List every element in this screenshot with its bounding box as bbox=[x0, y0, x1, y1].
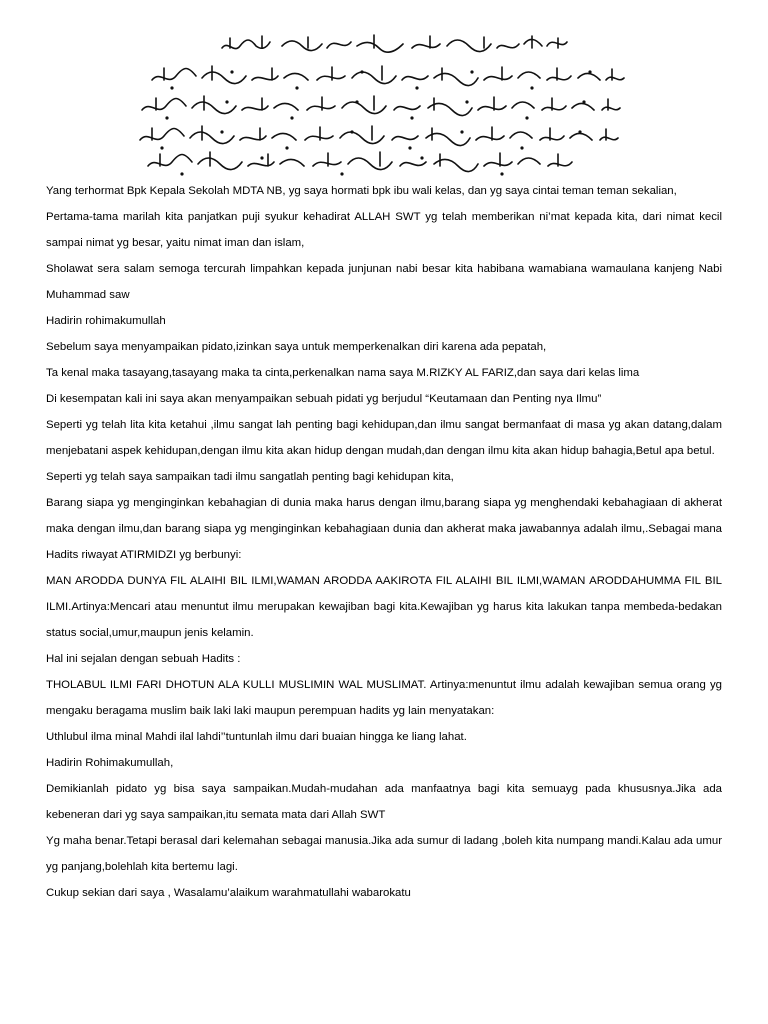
paragraph-closing: Demikianlah pidato yg bisa saya sampaikan.Mudah-mudahan ada manfaatnya bagi kita semuayg pada khususnya.Jika ada kebeneran dari yg saya sampaikan,itu semata mata dari Allah SWT bbox=[46, 783, 722, 821]
paragraph-happiness: Barang siapa yg menginginkan kebahagian di dunia maka harus dengan ilmu,barang siapa yg menghendaki kebahagiaan di akherat maka dengan ilmu,dan barang siapa yg menginginkan kebahagiaan dunia dan akherat maka jawabannya adalah ilmu,.Sebagai mana Hadits riwayat ATIRMIDZI yg berbunyi: bbox=[46, 497, 722, 561]
paragraph-name: Ta kenal maka tasayang,tasayang maka ta cinta,perkenalkan nama saya M.RIZKY AL FARIZ,dan saya dari kelas lima bbox=[46, 367, 640, 379]
paragraph-apology: Yg maha benar.Tetapi berasal dari kelemahan sebagai manusia.Jika ada sumur di ladang ,boleh kita numpang mandi.Kalau ada umur yg panjang,bolehlah kita bertemu lagi. bbox=[46, 835, 722, 873]
paragraph-gratitude: Pertama-tama marilah kita panjatkan puji syukur kehadirat ALLAH SWT yg telah memberikan ni’mat kepada kita, dari nimat kecil sampai nimat yg besar, yaitu nimat iman dan islam, bbox=[46, 211, 722, 249]
paragraph-farewell: Cukup sekian dari saya , Wasalamu’alaikum warahmatullahi wabarokatu bbox=[46, 887, 411, 899]
paragraph-sholawat: Sholawat sera salam semoga tercurah limpahkan kepada junjunan nabi besar kita habibana wamabiana wamaulana kanjeng Nabi Muhammad saw bbox=[46, 263, 722, 301]
speech-text bbox=[46, 178, 722, 906]
arabic-handwriting-image bbox=[112, 28, 660, 176]
paragraph-hadith-tirmidzi: MAN ARODDA DUNYA FIL ALAIHI BIL ILMI,WAMAN ARODDA AAKIROTA FIL ALAIHI BIL ILMI,WAMAN ARODDAHUMMA FIL BIL ILMI.Artinya:Mencari atau menuntut ilmu merupakan kewajiban bagi kita.Kewajiban yg harus kita lakukan tanpa membeda-bedakan status social,umur,maupun jenis kelamin. bbox=[46, 575, 722, 639]
paragraph-recap: Seperti yg telah saya sampaikan tadi ilmu sangatlah penting bagi kehidupan kita, bbox=[46, 471, 454, 483]
paragraph-introduction: Sebelum saya menyampaikan pidato,izinkan saya untuk memperkenalkan diri karena ada pepatah, bbox=[46, 341, 547, 353]
paragraph-uthlubul: Uthlubul ilma minal Mahdi ilal lahdi’’tuntunlah ilmu dari buaian hingga ke liang lahat. bbox=[46, 731, 467, 743]
paragraph-hadith-intro: Hal ini sejalan dengan sebuah Hadits : bbox=[46, 653, 241, 665]
paragraph-hadirin: Hadirin rohimakumullah bbox=[46, 315, 166, 327]
paragraph-salutation: Yang terhormat Bpk Kepala Sekolah MDTA NB, yg saya hormati bpk ibu wali kelas, dan yg saya cintai teman teman sekalian, bbox=[46, 185, 677, 197]
paragraph-hadith-tholabul: THOLABUL ILMI FARI DHOTUN ALA KULLI MUSLIMIN WAL MUSLIMAT. Artinya:menuntut ilmu adalah kewajiban semua orang yg mengaku beragama muslim baik laki laki maupun perempuan hadits yg lain menyatakan: bbox=[46, 679, 722, 717]
paragraph-importance: Seperti yg telah lita kita ketahui ,ilmu sangat lah penting bagi kehidupan,dan ilmu sangat bermanfaat di masa yg akan datang,dalam menjebatani aspek kehidupan,dengan ilmu kita akan hidup dengan mudah,dan dengan ilmu kita akan hidup bahagia,Betul apa betul. bbox=[46, 419, 722, 457]
arabic-handwritten-greeting bbox=[112, 28, 660, 176]
paragraph-title: Di kesempatan kali ini saya akan menyampaikan sebuah pidati yg berjudul “Keutamaan dan Penting nya Ilmu” bbox=[46, 393, 602, 405]
paragraph-hadirin-2: Hadirin Rohimakumullah, bbox=[46, 757, 174, 769]
